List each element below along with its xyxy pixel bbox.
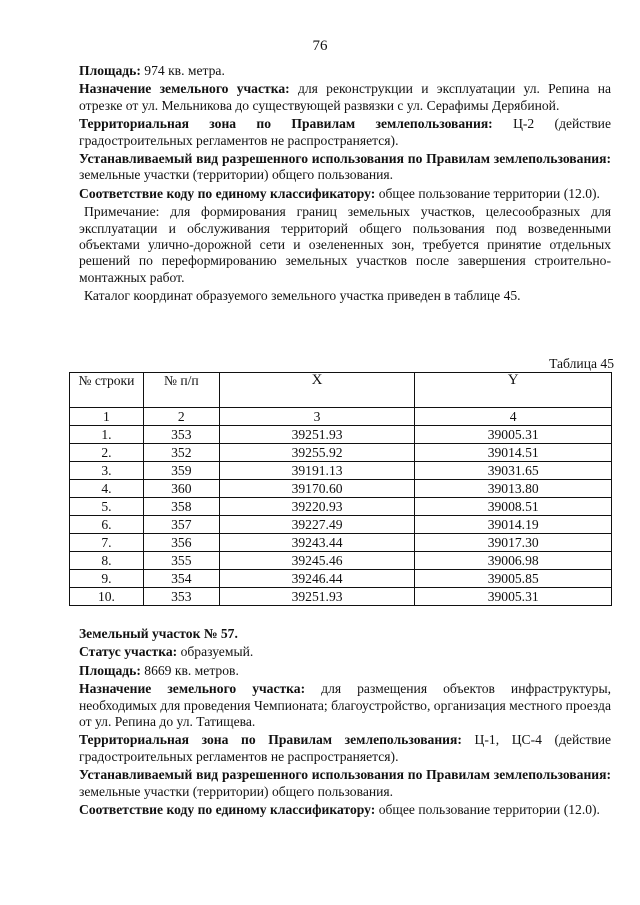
y-coordinate-cell: 39014.51 (415, 444, 612, 462)
plot-title-text: Земельный участок № 57. (79, 626, 238, 641)
y-coordinate-cell: 39014.19 (415, 516, 612, 534)
x-coordinate-cell: 39245.46 (219, 552, 415, 570)
index-cell: 2 (143, 408, 219, 426)
use-label: Устанавливаемый вид разрешенного использования по Правилам землепользования: (79, 151, 611, 167)
y-coordinate-cell: 39005.31 (415, 426, 612, 444)
land-plot-section-57 (79, 626, 611, 820)
y-coordinate-cell: 39017.30 (415, 534, 612, 552)
area-label: Площадь: (79, 63, 141, 78)
item-number-cell: 356 (143, 534, 219, 552)
zone-label: Территориальная зона по Правилам землепользования: (79, 732, 462, 748)
table-body (70, 426, 612, 606)
item-number-cell: 360 (143, 480, 219, 498)
x-coordinate-cell: 39246.44 (219, 570, 415, 588)
item-number-cell: 357 (143, 516, 219, 534)
use-label: Устанавливаемый вид разрешенного использования по Правилам землепользования: (79, 767, 611, 783)
area-line (79, 663, 611, 679)
zone-label: Территориальная зона по Правилам землепользования: (79, 116, 493, 132)
x-coordinate-cell: 39191.13 (219, 462, 415, 480)
y-coordinate-cell: 39006.98 (415, 552, 612, 570)
index-cell: 1 (70, 408, 144, 426)
table-index-row (70, 408, 612, 426)
index-cell: 4 (415, 408, 612, 426)
table-row (70, 480, 612, 498)
item-number-cell: 354 (143, 570, 219, 588)
zone-line (79, 732, 611, 765)
purpose-line (79, 81, 611, 114)
table-row (70, 552, 612, 570)
y-coordinate-cell: 39031.65 (415, 462, 612, 480)
zone-value: Ц-1, ЦС-4 (действие градостроительных регламентов не распространяется). (79, 732, 612, 764)
header-y: Y (415, 373, 612, 408)
y-coordinate-cell: 39008.51 (415, 498, 612, 516)
table-row (70, 444, 612, 462)
purpose-value: для размещения объектов инфраструктуры, необходимых для проведения Чемпионата; благоустройство, организация местного проезда от ул. Репина до ул. Татищева. (79, 681, 611, 730)
item-number-cell: 355 (143, 552, 219, 570)
status-value: образуемый. (180, 644, 254, 660)
purpose-line (79, 681, 611, 730)
table-row (70, 534, 612, 552)
x-coordinate-cell: 39251.93 (219, 426, 415, 444)
area-value: 974 кв. метра. (144, 63, 225, 78)
header-row-number: № строки (70, 373, 144, 408)
table-caption: Таблица 45 (549, 356, 614, 371)
code-label: Соответствие коду по единому классификатору: (79, 185, 376, 201)
x-coordinate-cell: 39170.60 (219, 480, 415, 498)
land-plot-section-1 (79, 63, 611, 307)
coordinates-table (69, 372, 612, 606)
row-number-cell: 1. (70, 426, 144, 444)
area-line (79, 63, 611, 79)
x-coordinate-cell: 39220.93 (219, 498, 415, 516)
item-number-cell: 359 (143, 462, 219, 480)
row-number-cell: 9. (70, 570, 144, 588)
row-number-cell: 8. (70, 552, 144, 570)
use-line (79, 767, 611, 800)
table-header-row (70, 373, 612, 408)
row-number-cell: 4. (70, 480, 144, 498)
code-label: Соответствие коду по единому классификатору: (79, 802, 376, 818)
index-cell: 3 (219, 408, 415, 426)
plot-title (79, 626, 611, 642)
item-number-cell: 353 (143, 588, 219, 606)
item-number-cell: 352 (143, 444, 219, 462)
row-number-cell: 5. (70, 498, 144, 516)
use-value: земельные участки (территории) общего пользования. (79, 783, 394, 799)
page-number: 76 (312, 38, 328, 54)
purpose-value: для реконструкции и эксплуатации ул. Репина на отрезке от ул. Мельникова до существующей развязки с ул. Серафимы Дерябиной. (79, 81, 612, 113)
status-label: Статус участка: (79, 644, 178, 660)
code-value: общее пользование территории (12.0). (378, 185, 600, 201)
table-row (70, 498, 612, 516)
area-value: 8669 кв. метров. (144, 662, 239, 678)
x-coordinate-cell: 39255.92 (219, 444, 415, 462)
item-number-cell: 353 (143, 426, 219, 444)
purpose-label: Назначение земельного участка: (79, 81, 290, 97)
row-number-cell: 3. (70, 462, 144, 480)
table-row (70, 516, 612, 534)
item-number-cell: 358 (143, 498, 219, 516)
row-number-cell: 6. (70, 516, 144, 534)
zone-value: Ц-2 (действие градостроительных регламентов не распространяется). (79, 116, 611, 148)
table-row (70, 426, 612, 444)
row-number-cell: 2. (70, 444, 144, 462)
header-item-number: № п/п (143, 373, 219, 408)
code-line (79, 186, 611, 202)
row-number-cell: 10. (70, 588, 144, 606)
note-paragraph: Примечание: для формирования границ земельных участков, целесообразных для эксплуатации и обслуживания территорий общего пользования под возведенными объектами улично-дорожной сети и озелененных зон, требуется принятие отдельных решений по переформированию земельных участков после завершения строительно-монтажных работ. (79, 204, 611, 285)
code-value: общее пользование территории (12.0). (378, 802, 600, 818)
header-x: X (219, 373, 415, 408)
table-row (70, 570, 612, 588)
x-coordinate-cell: 39243.44 (219, 534, 415, 552)
table-row (70, 462, 612, 480)
status-line (79, 644, 611, 660)
code-line (79, 802, 611, 818)
y-coordinate-cell: 39013.80 (415, 480, 612, 498)
purpose-label: Назначение земельного участка: (79, 681, 306, 697)
use-value: земельные участки (территории) общего пользования. (79, 167, 394, 183)
area-label: Площадь: (79, 662, 141, 678)
y-coordinate-cell: 39005.85 (415, 570, 612, 588)
row-number-cell: 7. (70, 534, 144, 552)
x-coordinate-cell: 39251.93 (219, 588, 415, 606)
zone-line (79, 116, 611, 149)
table-row (70, 588, 612, 606)
catalog-paragraph: Каталог координат образуемого земельного участка приведен в таблице 45. (84, 288, 521, 304)
y-coordinate-cell: 39005.31 (415, 588, 612, 606)
x-coordinate-cell: 39227.49 (219, 516, 415, 534)
use-line (79, 151, 611, 184)
